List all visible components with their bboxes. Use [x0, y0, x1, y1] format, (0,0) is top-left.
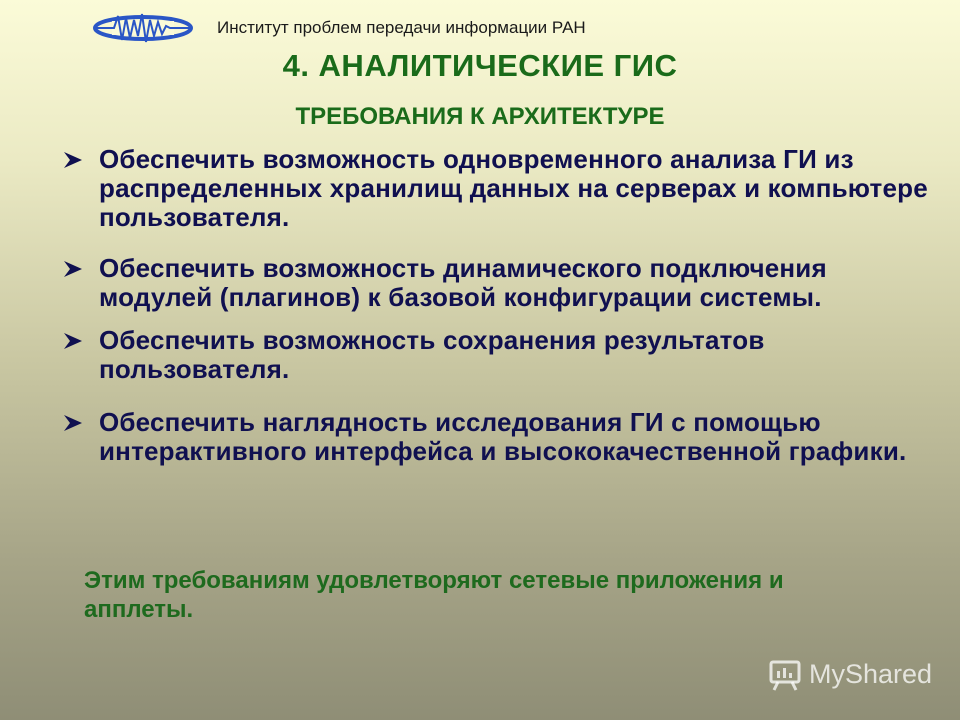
arrow-bullet-icon [62, 414, 84, 432]
list-item [62, 254, 932, 312]
arrow-bullet-icon [62, 151, 84, 169]
presentation-board-icon [767, 656, 803, 692]
arrow-bullet-icon [62, 332, 84, 350]
list-item-text: Обеспечить возможность сохранения результатов пользователя. [99, 325, 765, 384]
slide-subtitle: ТРЕБОВАНИЯ К АРХИТЕКТУРЕ [295, 103, 665, 130]
list-item [62, 145, 932, 232]
list-item [62, 408, 932, 466]
myshared-watermark[interactable] [767, 654, 932, 694]
institute-name: Институт проблем передачи информации РАН [217, 18, 586, 37]
list-item [62, 326, 932, 384]
watermark-label: MyShared [809, 658, 933, 689]
list-item-text: Обеспечить возможность динамического подключения модулей (плагинов) к базовой конфигурации системы. [99, 253, 827, 312]
slide-title: 4. АНАЛИТИЧЕСКИЕ ГИС [282, 48, 678, 83]
arrow-bullet-icon [62, 260, 84, 278]
conclusion-text: Этим требованиям удовлетворяют сетевые приложения и апплеты. [84, 567, 784, 623]
list-item-text: Обеспечить наглядность исследования ГИ с помощью интерактивного интерфейса и высококачественной графики. [99, 407, 907, 466]
requirements-list [62, 145, 932, 466]
institute-logo [92, 8, 194, 48]
list-item-text: Обеспечить возможность одновременного анализа ГИ из распределенных хранилищ данных на серверах и компьютере пользователя. [99, 144, 928, 232]
